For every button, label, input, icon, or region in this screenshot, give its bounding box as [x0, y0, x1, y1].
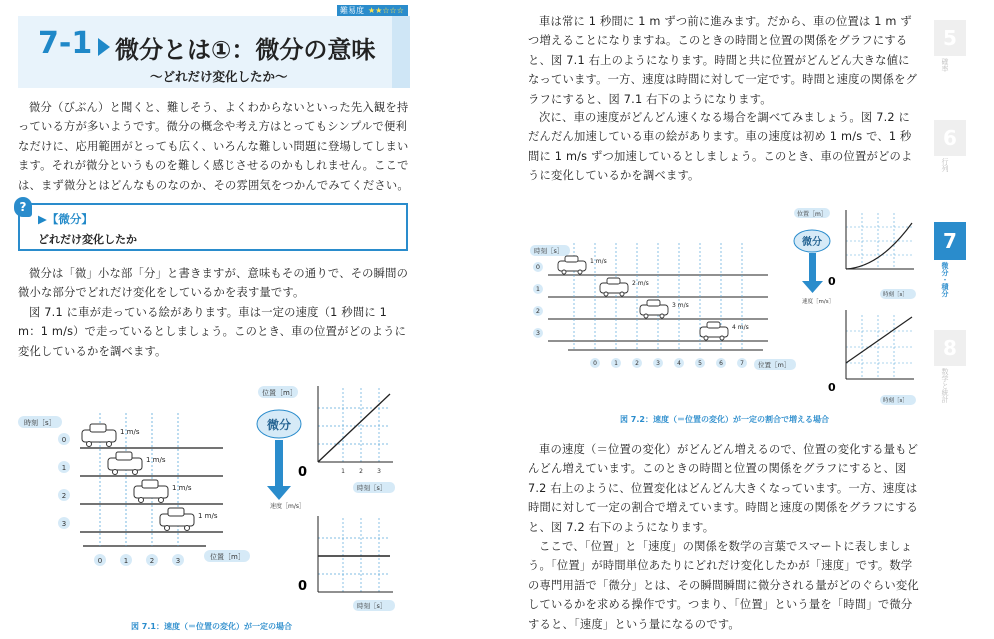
car-icon-t2 [134, 480, 168, 503]
fig1-position-label: 位置［m］ [210, 553, 245, 561]
fig1-origin-top: 0 [298, 465, 308, 480]
fig2-diff-label: 微分 [802, 237, 822, 248]
svg-text:5: 5 [698, 360, 702, 367]
svg-text:7: 7 [740, 360, 744, 367]
difficulty-label: 難易度 [340, 6, 364, 15]
speed-tag-3: 1 m/s [198, 512, 218, 520]
svg-text:3: 3 [656, 360, 660, 367]
chapter-number: 7-1 [38, 26, 93, 61]
side-tab-5-number: 5 [943, 26, 957, 50]
question-icon: ? [14, 197, 32, 217]
svg-text:4 m/s: 4 m/s [732, 324, 749, 331]
fig1-graph-time-label-bottom: 時刻［s］ [357, 602, 387, 610]
fig1-x-0: 0 [97, 557, 103, 565]
key-point-heading: ▶【微分】 [38, 212, 93, 226]
svg-text:1 m/s: 1 m/s [590, 258, 607, 265]
svg-text:3: 3 [377, 468, 381, 475]
svg-text:2: 2 [359, 468, 363, 475]
right-paragraph-4: ここで、「位置」と「速度」の関係を数学の言葉でスマートに表しましょう。「位置」が時間単位あたりにどれだけ変化したかが「速度」です。数学の専門用語で「微分」とは、その瞬間瞬間に微分される量がどのぐらい変化しているかを求める操作です。つまり、「位置」という量を「時間」で微分すると、「速度」という量になるのです。 [528, 540, 919, 631]
fig1-x-3: 3 [175, 557, 181, 565]
fig1-time-3: 3 [61, 520, 67, 528]
svg-text:3 m/s: 3 m/s [672, 302, 689, 309]
figure-7-2-caption: 図 7.2：速度（＝位置の変化）が一定の割合で増える場合 [620, 415, 829, 424]
side-tab-8[interactable] [934, 330, 966, 366]
svg-text:1: 1 [535, 285, 541, 293]
fig1-vel-axis-label: 速度［m/s］ [270, 503, 305, 510]
side-tab-6-label: 行列 [941, 158, 949, 172]
figure-7-1 [18, 378, 418, 623]
car-icon-t1 [108, 452, 142, 475]
key-point-body: どれだけ変化したか [38, 233, 137, 246]
side-tab-6[interactable] [934, 120, 966, 156]
svg-text:0: 0 [828, 275, 836, 288]
car-icon-t3 [160, 508, 194, 531]
svg-text:4: 4 [677, 360, 681, 367]
car2-icon-t2 [640, 300, 668, 318]
side-tab-5[interactable] [934, 20, 966, 56]
fig1-time-label: 時刻［s］ [24, 419, 56, 427]
down-arrow-icon [267, 486, 291, 500]
speed-tag-1: 1 m/s [146, 456, 166, 464]
fig1-origin-bottom: 0 [298, 579, 308, 594]
chapter-banner-edge [392, 16, 410, 88]
side-tab-7-number: 7 [943, 229, 957, 253]
fig1-time-2: 2 [61, 492, 67, 500]
svg-text:位置［m］: 位置［m］ [797, 211, 827, 218]
fig1-time-0: 0 [61, 436, 67, 444]
speed-tag-0: 1 m/s [120, 428, 140, 436]
car2-icon-t1 [600, 278, 628, 296]
svg-text:2: 2 [635, 360, 639, 367]
fig1-x-2: 2 [149, 557, 155, 565]
difficulty-stars: ★★☆☆☆ [368, 6, 404, 15]
fig1-graph-time-label-top: 時刻［s］ [357, 484, 387, 492]
fig1-time-1: 1 [61, 464, 67, 472]
figure-7-2 [528, 205, 928, 405]
svg-text:0: 0 [593, 360, 597, 367]
svg-text:0: 0 [828, 381, 836, 394]
fig1-diff-label: 微分 [266, 418, 292, 432]
fig1-x-1: 1 [123, 557, 129, 565]
car2-icon-t3 [700, 322, 728, 340]
chapter-subtitle: 〜どれだけ変化したか〜 [150, 69, 288, 84]
right-paragraph-3: 車の速度（＝位置の変化）がどんどん増えるので、位置の変化する量もどんどん増えています。このときの時間と位置の関係をグラフにすると、図 7.2 右上のように、位置変化はどんどん大きくなっています。一方、速度は時間に対して一定の割合で増えています。時間と速度の関係をグラフにすると、図 7.2 右下のようになります。 [528, 443, 919, 534]
car2-icon-t0 [558, 256, 586, 274]
side-tab-7-label: 微分・積分 [941, 262, 949, 297]
fig2-time-label: 時刻［s］ [534, 247, 564, 255]
chapter-arrow-icon [98, 38, 110, 56]
right-paragraph-2: 次に、車の速度がどんどん速くなる場合を調べてみましょう。図 7.2 にだんだん加速している車の絵があります。車の速度は初め 1 m/s で、1 秒間に 1 m/s ずつ加速しているとしましょう。このとき、車の位置がどのように変化しているかを調べます。 [528, 111, 913, 183]
svg-text:1: 1 [341, 468, 345, 475]
svg-text:6: 6 [719, 360, 723, 367]
speed-tag-2: 1 m/s [172, 484, 192, 492]
side-tab-8-number: 8 [943, 336, 957, 360]
side-tab-6-number: 6 [943, 126, 957, 150]
svg-text:1: 1 [614, 360, 618, 367]
fig2-position-label: 位置［m］ [758, 361, 791, 369]
svg-text:速度［m/s］: 速度［m/s］ [802, 299, 835, 305]
svg-text:時刻［s］: 時刻［s］ [883, 398, 908, 404]
side-tab-7[interactable] [934, 222, 966, 260]
side-tab-5-label: 確率 [941, 58, 949, 72]
svg-text:2: 2 [535, 307, 541, 315]
car-icon-t0 [82, 424, 116, 447]
paragraph-microdiff: 微分は「微」小な部「分」と書きますが、意味もその通りで、その瞬間の微小な部分でどれだけ変化をしているかを表す量です。 [18, 267, 409, 300]
intro-paragraph: 微分（びぶん）と聞くと、難しそう、よくわからないといった先入観を持っている方が多いようです。微分の概念や考え方はとってもシンプルで便利なだけに、応用範囲がとっても広く、いろんな難しい問題に登場してしまいます。それが微分というものを難しく感じさせるのかもしれません。ここでは、まず微分とはどんなものなのか、その雰囲気をつかんでみてください。 [18, 101, 409, 192]
figure-7-1-caption: 図 7.1：速度（＝位置の変化）が一定の場合 [131, 622, 292, 631]
down-arrow-icon-2 [802, 281, 823, 293]
svg-text:3: 3 [535, 329, 541, 337]
svg-text:0: 0 [535, 263, 541, 271]
chapter-title: 微分とは①：微分の意味 [115, 36, 376, 64]
right-paragraph-1: 車は常に 1 秒間に 1 m ずつ前に進みます。だから、車の位置は 1 m ずつ増えることになりますね。このときの時間と位置の関係をグラフにすると、図 7.1 右上のようになります。時間と共に位置がどんどん大きな値になっています。一方、速度は時間に対して一定です。時間と速度の関係をグラフにすると、図 7.1 右下のようになります。 [528, 15, 918, 106]
side-tab-8-label: 数学と統計 [941, 368, 949, 403]
paragraph-figure71-intro: 図 7.1 に車が走っている絵があります。車は一定の速度（1 秒間に 1 m：1 m/s）で走っているとしましょう。このとき、車の位置がどのように変化しているかを調べます。 [18, 306, 407, 358]
svg-text:2 m/s: 2 m/s [632, 280, 649, 287]
fig1-pos-axis-label: 位置［m］ [262, 389, 297, 397]
svg-text:時刻［s］: 時刻［s］ [883, 292, 908, 298]
